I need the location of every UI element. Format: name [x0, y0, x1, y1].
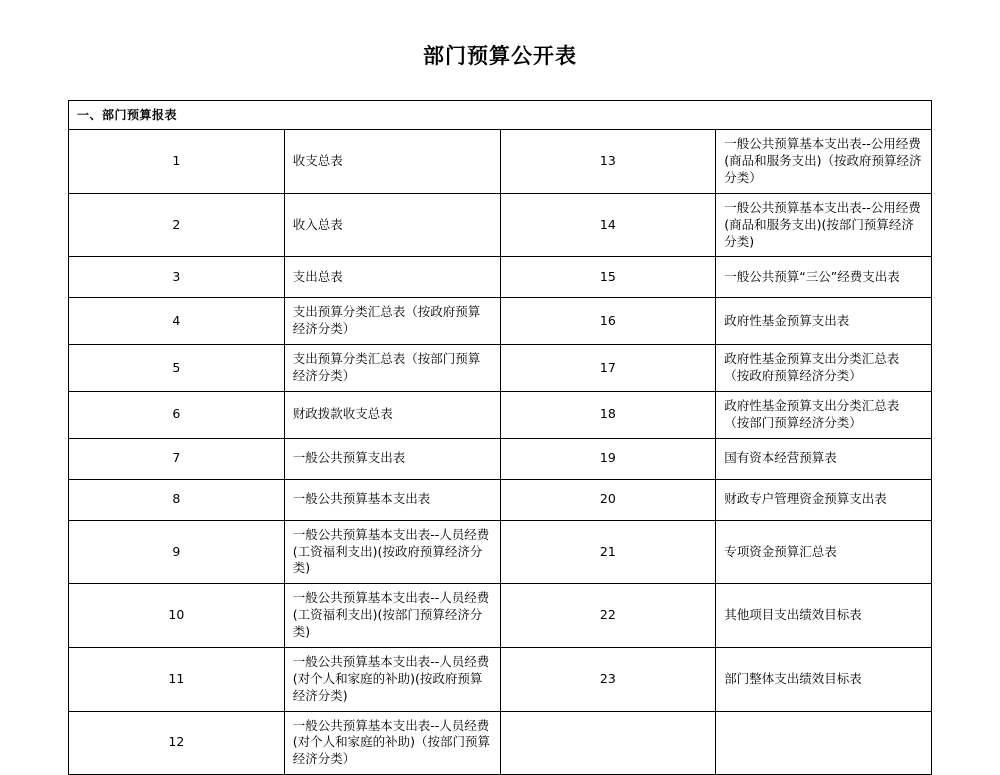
row-number-right-empty: [500, 711, 716, 775]
row-number-right: 21: [500, 520, 716, 584]
table-row: [69, 711, 932, 775]
table-row: [69, 438, 932, 479]
row-label-right: 一般公共预算“三公”经费支出表: [716, 257, 932, 298]
row-label-right: 政府性基金预算支出分类汇总表（按政府预算经济分类）: [716, 345, 932, 392]
row-label-right: 一般公共预算基本支出表--公用经费(商品和服务支出)(按部门预算经济分类): [716, 193, 932, 257]
row-number-left: 1: [69, 130, 285, 194]
table-row: [69, 298, 932, 345]
row-label-left: 一般公共预算基本支出表--人员经费(对个人和家庭的补助)(按政府预算经济分类): [284, 647, 500, 711]
budget-table-container: [68, 100, 932, 775]
table-section-header-row: [69, 101, 932, 130]
row-label-left: 财政拨款收支总表: [284, 391, 500, 438]
row-number-left: 7: [69, 438, 285, 479]
row-label-right: 其他项目支出绩效目标表: [716, 584, 932, 648]
row-number-left: 10: [69, 584, 285, 648]
row-number-left: 6: [69, 391, 285, 438]
row-label-right: 财政专户管理资金预算支出表: [716, 479, 932, 520]
table-row: [69, 584, 932, 648]
row-number-left: 2: [69, 193, 285, 257]
row-number-left: 5: [69, 345, 285, 392]
row-number-right: 15: [500, 257, 716, 298]
row-number-right: 23: [500, 647, 716, 711]
row-label-left: 一般公共预算基本支出表: [284, 479, 500, 520]
row-number-right: 17: [500, 345, 716, 392]
row-number-left: 11: [69, 647, 285, 711]
row-label-left: 一般公共预算支出表: [284, 438, 500, 479]
row-label-right: 国有资本经营预算表: [716, 438, 932, 479]
row-label-right: 政府性基金预算支出表: [716, 298, 932, 345]
table-row: [69, 345, 932, 392]
row-number-right: 19: [500, 438, 716, 479]
row-label-right: 专项资金预算汇总表: [716, 520, 932, 584]
row-label-left: 收支总表: [284, 130, 500, 194]
row-number-right: 20: [500, 479, 716, 520]
row-number-left: 4: [69, 298, 285, 345]
row-label-left: 一般公共预算基本支出表--人员经费(对个人和家庭的补助)（按部门预算经济分类）: [284, 711, 500, 775]
row-label-right-empty: [716, 711, 932, 775]
table-row: [69, 520, 932, 584]
row-number-right: 16: [500, 298, 716, 345]
row-label-right: 一般公共预算基本支出表--公用经费(商品和服务支出)（按政府预算经济分类）: [716, 130, 932, 194]
row-label-left: 支出预算分类汇总表（按政府预算经济分类）: [284, 298, 500, 345]
row-number-left: 9: [69, 520, 285, 584]
row-number-left: 8: [69, 479, 285, 520]
row-label-left: 一般公共预算基本支出表--人员经费(工资福利支出)(按部门预算经济分类): [284, 584, 500, 648]
row-number-right: 22: [500, 584, 716, 648]
table-row: [69, 391, 932, 438]
table-row: [69, 130, 932, 194]
row-label-left: 收入总表: [284, 193, 500, 257]
row-label-left: 支出总表: [284, 257, 500, 298]
page-title: 部门预算公开表: [423, 44, 577, 68]
row-label-left: 一般公共预算基本支出表--人员经费(工资福利支出)(按政府预算经济分类): [284, 520, 500, 584]
table-row: [69, 257, 932, 298]
row-label-left: 支出预算分类汇总表（按部门预算经济分类）: [284, 345, 500, 392]
row-label-right: 部门整体支出绩效目标表: [716, 647, 932, 711]
row-label-right: 政府性基金预算支出分类汇总表（按部门预算经济分类）: [716, 391, 932, 438]
table-row: [69, 647, 932, 711]
row-number-right: 13: [500, 130, 716, 194]
table-row: [69, 193, 932, 257]
document-page: [0, 40, 1000, 767]
row-number-left: 12: [69, 711, 285, 775]
row-number-right: 14: [500, 193, 716, 257]
row-number-right: 18: [500, 391, 716, 438]
section-header-cell: 一、部门预算报表: [69, 101, 932, 130]
budget-report-table: [68, 100, 932, 775]
row-number-left: 3: [69, 257, 285, 298]
table-row: [69, 479, 932, 520]
